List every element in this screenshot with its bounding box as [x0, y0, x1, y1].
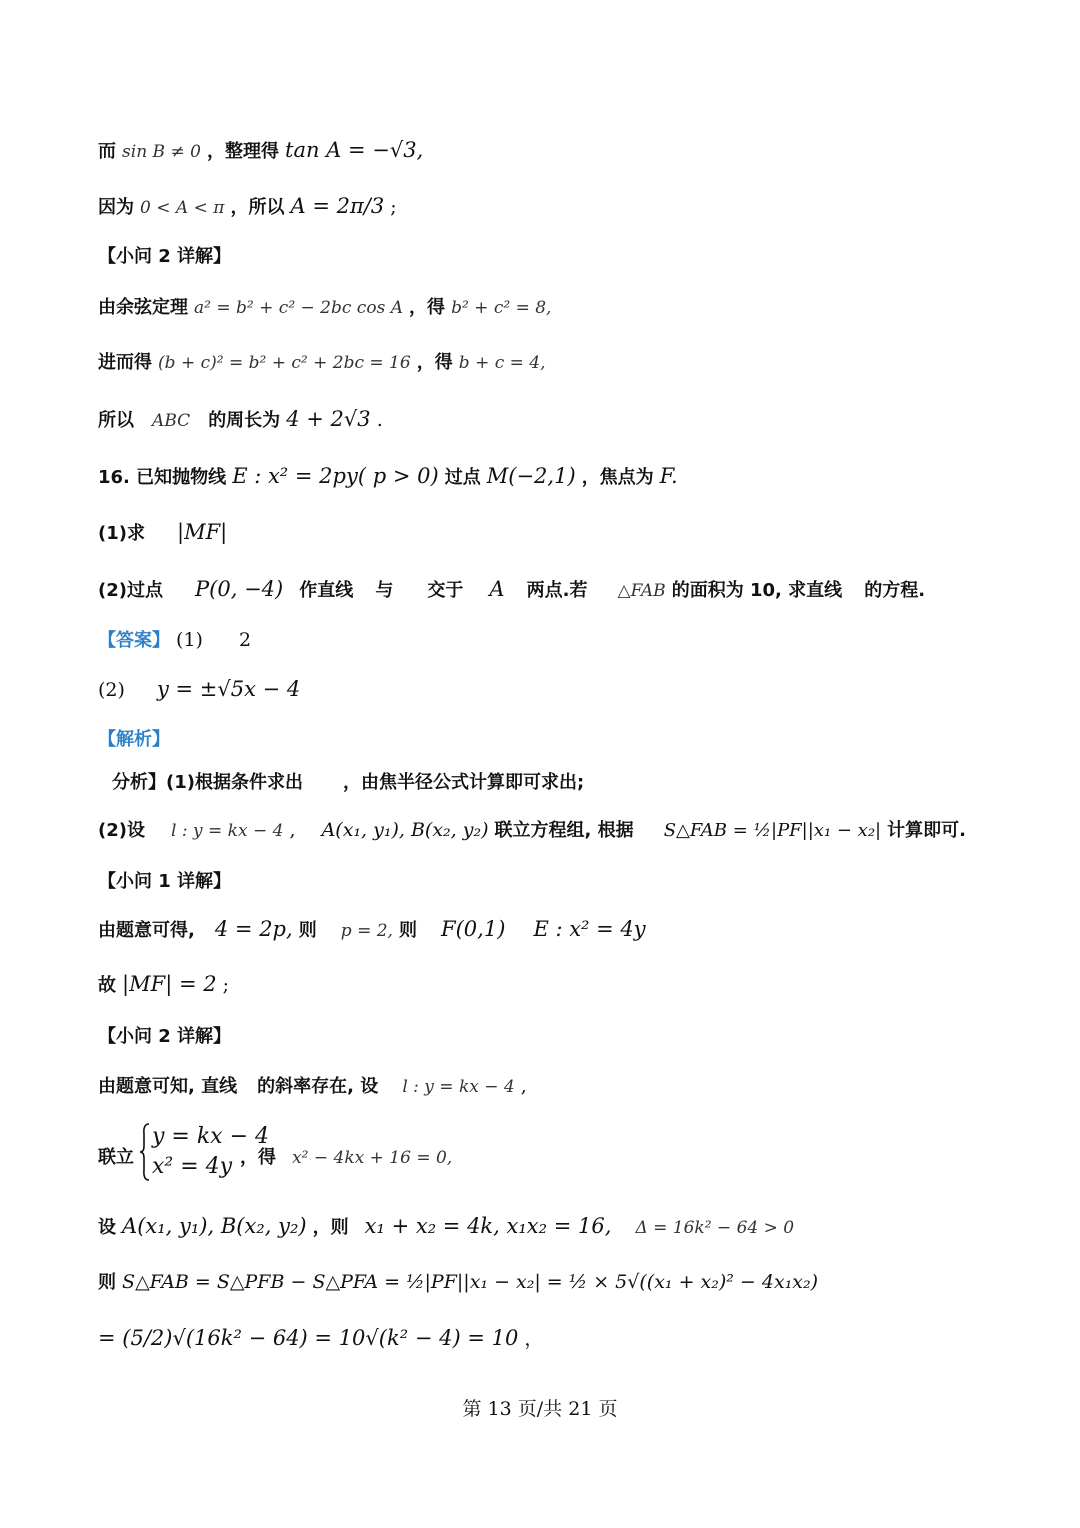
text: 过点 — [444, 467, 481, 488]
formula: A(x₁, y₁), B(x₂, y₂) — [321, 819, 489, 841]
formula: P(0, −4) — [195, 577, 284, 601]
solution-line-5 — [98, 1212, 1010, 1242]
formula: x₁ + x₂ = 4k, x₁x₂ = 16, — [364, 1214, 612, 1238]
text: 所以 — [98, 410, 134, 431]
text: . — [376, 409, 383, 431]
solution-line-1 — [98, 915, 1010, 945]
formula: 0 < A < π — [140, 198, 225, 218]
formula: tan A = −√3, — [285, 138, 424, 162]
text: ; — [390, 196, 397, 218]
system-eq-1: y = kx − 4 — [152, 1124, 270, 1149]
text: 设 — [98, 1217, 116, 1238]
text: 则 — [98, 1272, 116, 1293]
text: (2)设 — [98, 820, 145, 841]
text: 的斜率存在, 设 — [257, 1076, 379, 1097]
formula: S△FAB = S△PFB − S△PFA = ½|PF||x₁ − x₂| = ½ × 5√((x₁ + x₂)² − 4x₁x₂) — [122, 1271, 819, 1293]
text: 则 — [298, 920, 317, 941]
formula: = (5/2)√(16k² − 64) = 10√(k² − 4) = 10 — [98, 1326, 519, 1350]
text: ，则 — [312, 1217, 349, 1238]
formula: S△FAB = ½|PF||x₁ − x₂| — [663, 820, 882, 841]
formula: b² + c² = 8, — [451, 298, 552, 318]
line-perimeter — [98, 405, 1010, 435]
text: 两点.若 — [526, 580, 588, 601]
formula: x² − 4kx + 16 = 0, — [292, 1148, 453, 1168]
question-16-part2 — [98, 575, 1010, 605]
line-cosine-law — [98, 293, 1010, 322]
text: 因为 — [98, 197, 134, 218]
text: ，由焦半径公式计算即可求出; — [343, 772, 585, 793]
formula: y = ±√5x − 4 — [156, 677, 301, 701]
text: 由题意可得, — [98, 920, 195, 941]
text: 而 — [98, 141, 116, 162]
text: 16. 已知抛物线 — [98, 467, 227, 488]
formula: M(−2,1) — [486, 464, 576, 488]
text: 的周长为 — [208, 410, 281, 431]
formula: 4 + 2√3 — [286, 407, 371, 431]
brace-icon — [140, 1122, 150, 1182]
line-sinB — [98, 136, 1010, 166]
text: ，焦点为 — [581, 467, 654, 488]
question-16-part1 — [98, 518, 1010, 548]
text: 故 — [98, 975, 116, 996]
solution-line-7 — [98, 1324, 1010, 1353]
formula: E : x² = 4y — [533, 917, 646, 941]
formula: p = 2, — [340, 921, 393, 941]
section-heading: 【小问 2 详解】 — [98, 246, 232, 267]
line-range-A — [98, 192, 1010, 222]
formula: 4 = 2p, — [214, 917, 293, 941]
text: ，所以 — [230, 197, 285, 218]
formula: l : y = kx − 4 — [402, 1077, 515, 1097]
text: ，得 — [409, 297, 446, 318]
text: 联立方程组, 根据 — [494, 820, 634, 841]
text: 交于 — [427, 580, 464, 601]
formula: F. — [659, 464, 678, 488]
formula: |MF| = 2 — [122, 972, 217, 996]
text: 与 — [375, 580, 394, 601]
formula: A(x₁, y₁), B(x₂, y₂) — [122, 1214, 307, 1238]
text: ，得 — [240, 1147, 277, 1168]
text: 由题意可知, 直线 — [98, 1076, 238, 1097]
formula: l : y = kx − 4 — [171, 821, 284, 841]
text: , — [289, 819, 296, 841]
formula: ABC — [152, 411, 191, 431]
text: , — [520, 1075, 527, 1097]
formula: Δ = 16k² − 64 > 0 — [635, 1218, 795, 1238]
system-eq-2: x² = 4y — [152, 1154, 233, 1179]
text: 分析】(1)根据条件求出 — [112, 772, 303, 793]
text: (1)求 — [98, 523, 145, 544]
text: ，整理得 — [206, 141, 279, 162]
solution-line-6 — [98, 1268, 1010, 1297]
answer-line-2 — [98, 675, 1010, 704]
formula: E : x² = 2py( p > 0) — [232, 464, 439, 488]
formula: a² = b² + c² − 2bc cos A — [194, 298, 403, 318]
page-footer: 第 13 页/共 21 页 — [462, 1398, 618, 1420]
formula: b + c = 4, — [458, 353, 546, 373]
text: (1) — [176, 629, 203, 651]
text: ; — [222, 974, 230, 996]
text: 的方程. — [864, 580, 926, 601]
text: 则 — [398, 920, 417, 941]
formula: sin B ≠ 0 — [122, 142, 201, 162]
solution-line-2 — [98, 970, 1010, 1000]
text: (2) — [98, 679, 125, 701]
analysis-heading: 【解析】 — [98, 729, 170, 750]
formula: |MF| — [177, 520, 228, 544]
line-b-plus-c — [98, 348, 1010, 377]
equation-system — [140, 1122, 269, 1182]
formula: A = 2π/3 — [290, 194, 385, 218]
formula: A — [489, 577, 505, 601]
text: 进而得 — [98, 352, 152, 373]
analysis-line-1 — [112, 768, 1010, 797]
text: 联立 — [98, 1147, 134, 1168]
text: ，得 — [416, 352, 453, 373]
formula: (b + c)² = b² + c² + 2bc = 16 — [158, 353, 411, 373]
analysis-line-2 — [98, 816, 1010, 845]
text: 作直线 — [299, 580, 354, 601]
question-16 — [98, 462, 1010, 492]
formula: △FAB — [617, 581, 666, 601]
text: 的面积为 10, 求直线 — [671, 580, 843, 601]
formula: F(0,1) — [441, 917, 506, 941]
text: (2)过点 — [98, 580, 163, 601]
answer-value: 2 — [239, 629, 252, 651]
text: ， — [524, 1328, 544, 1350]
answer-label: 【答案】 — [98, 630, 170, 651]
section-heading: 【小问 2 详解】 — [98, 1026, 232, 1047]
text: 计算即可. — [887, 820, 967, 841]
text: 由余弦定理 — [98, 297, 188, 318]
solution-line-3 — [98, 1072, 1010, 1101]
section-heading: 【小问 1 详解】 — [98, 871, 232, 892]
answer-line-1 — [98, 626, 1010, 655]
